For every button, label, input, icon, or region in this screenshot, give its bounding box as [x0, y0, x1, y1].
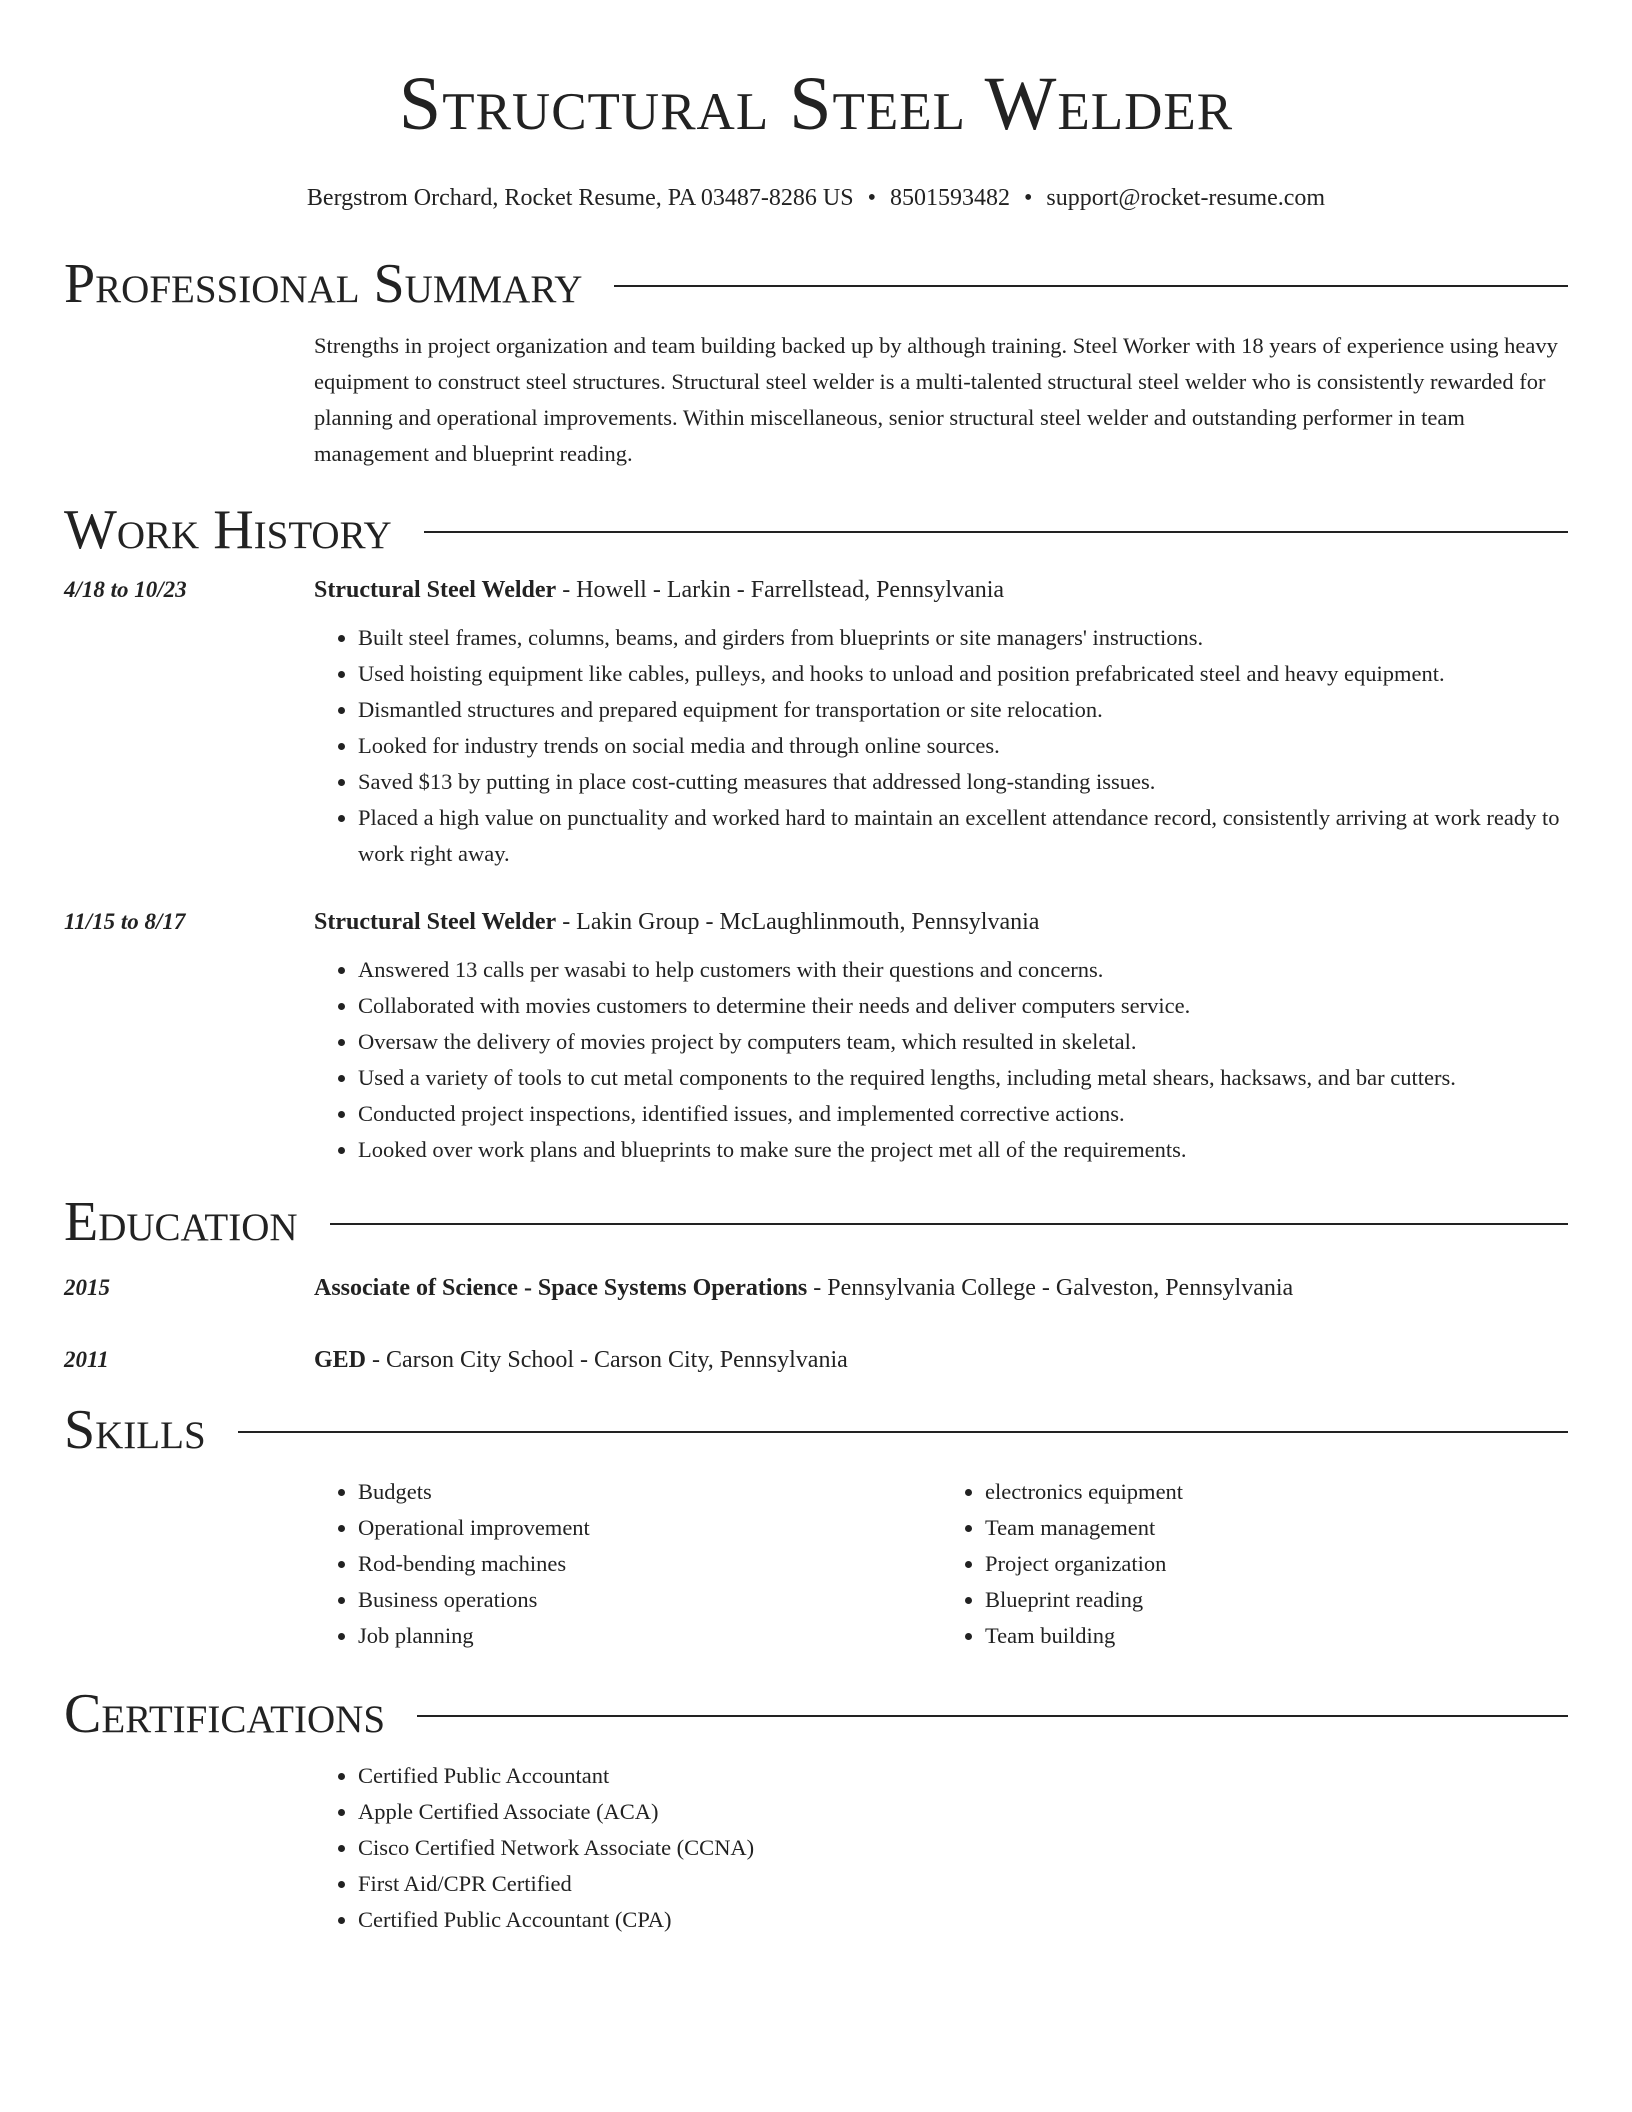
section-title-certifications: Certifications	[64, 1683, 386, 1745]
job-spacer	[64, 940, 314, 1168]
certification-item: • Certified Public Accountant (CPA)	[358, 1902, 1568, 1938]
section-title-work-history: Work History	[64, 499, 392, 561]
summary-row	[64, 328, 1568, 472]
job-bullets	[314, 620, 1568, 872]
job-bullet: • Looked for industry trends on social media and through online sources.	[358, 728, 1568, 764]
skill-item: • electronics equipment	[985, 1474, 1568, 1510]
job-bullet: • Used a variety of tools to cut metal components to the required lengths, including metal shears, hacksaws, and bar cutters.	[358, 1060, 1568, 1096]
section-divider	[417, 1715, 1568, 1717]
section-title-summary: Professional Summary	[64, 253, 583, 315]
skills-row	[64, 1474, 1568, 1654]
job-spacer	[64, 608, 314, 872]
job-header	[64, 904, 1568, 940]
education-degree: GED	[314, 1347, 367, 1373]
job-dates: 11/15 to 8/17	[64, 909, 186, 934]
job-bullet: • Used hoisting equipment like cables, pulleys, and hooks to unload and position prefabricated steel and heavy equipment.	[358, 656, 1568, 692]
job-bullet: • Saved $13 by putting in place cost-cutting measures that addressed long-standing issues.	[358, 764, 1568, 800]
skill-item: • Blueprint reading	[985, 1582, 1568, 1618]
summary-text: Strengths in project organization and team building backed up by although training. Steel Worker with 18 years of experience using heavy equipment to construct steel structures. Structural steel welder is a multi-talented structural steel welder who is consistently rewarded for planning and operational improvements. Within miscellaneous, senior structural steel welder and outstanding performer in team management and blueprint reading.	[314, 333, 1558, 466]
job-employer: - Howell - Larkin - Farrellstead, Pennsylvania	[556, 577, 1005, 603]
contact-separator: •	[867, 185, 876, 211]
section-divider	[614, 285, 1568, 287]
job-bullets-wrap	[314, 940, 1568, 1168]
education-title	[314, 1270, 1568, 1306]
section-certifications	[64, 1682, 1568, 1938]
summary-spacer	[64, 328, 314, 472]
certifications-row	[64, 1746, 1568, 1938]
resume-name: Structural Steel Welder	[398, 62, 1234, 146]
education-school: - Carson City School - Carson City, Pennsylvania	[366, 1347, 848, 1373]
section-heading	[64, 1682, 1568, 1746]
job-bullet: • Dismantled structures and prepared equipment for transportation or site relocation.	[358, 692, 1568, 728]
section-heading	[64, 1190, 1568, 1254]
section-divider	[424, 531, 1568, 533]
education-year: 2015	[64, 1275, 110, 1300]
certifications-list	[314, 1758, 1568, 1938]
certification-item: • First Aid/CPR Certified	[358, 1866, 1568, 1902]
skill-item: • Project organization	[985, 1546, 1568, 1582]
certifications-spacer	[64, 1746, 314, 1938]
section-education	[64, 1190, 1568, 1378]
job-bullet: • Collaborated with movies customers to determine their needs and deliver computers service.	[358, 988, 1568, 1024]
education-entry	[64, 1342, 1568, 1378]
certification-item: • Certified Public Accountant	[358, 1758, 1568, 1794]
skill-item: • Operational improvement	[358, 1510, 941, 1546]
education-school: - Pennsylvania College - Galveston, Pennsylvania	[807, 1275, 1294, 1301]
contact-line	[64, 182, 1568, 214]
section-skills	[64, 1398, 1568, 1654]
job-bullet: • Placed a high value on punctuality and worked hard to maintain an excellent attendance record, consistently arriving at work ready to work right away.	[358, 800, 1568, 872]
section-title-skills: Skills	[64, 1399, 206, 1461]
certification-item: • Apple Certified Associate (ACA)	[358, 1794, 1568, 1830]
contact-separator: •	[1023, 185, 1033, 211]
skill-item: • Business operations	[358, 1582, 941, 1618]
education-degree: Associate of Science - Space Systems Operations	[314, 1275, 808, 1301]
job-header	[64, 572, 1568, 608]
job-bullet: • Oversaw the delivery of movies project by computers team, which resulted in skeletal.	[358, 1024, 1568, 1060]
section-divider	[238, 1431, 1568, 1433]
job-body	[64, 940, 1568, 1168]
education-title	[314, 1342, 1568, 1378]
education-year: 2011	[64, 1347, 109, 1372]
job-role: Structural Steel Welder	[314, 909, 557, 935]
contact-email: support@rocket-resume.com	[1046, 185, 1326, 211]
section-title-education: Education	[64, 1191, 298, 1253]
skill-item: • Team management	[985, 1510, 1568, 1546]
job-body	[64, 608, 1568, 872]
job-title	[314, 572, 1568, 608]
certifications-wrap	[314, 1746, 1568, 1938]
section-heading	[64, 252, 1568, 316]
job-entry	[64, 572, 1568, 872]
section-heading	[64, 498, 1568, 562]
skill-item: • Rod-bending machines	[358, 1546, 941, 1582]
skills-columns	[314, 1474, 1568, 1654]
job-title	[314, 904, 1568, 940]
skills-spacer	[64, 1474, 314, 1654]
skill-item: • Job planning	[358, 1618, 941, 1654]
section-summary	[64, 252, 1568, 472]
job-entry	[64, 904, 1568, 1168]
contact-address: Bergstrom Orchard, Rocket Resume, PA 03487-8286 US	[306, 185, 854, 211]
job-employer: - Lakin Group - McLaughlinmouth, Pennsylvania	[556, 909, 1040, 935]
job-bullets	[314, 952, 1568, 1168]
job-bullet: • Conducted project inspections, identified issues, and implemented corrective actions.	[358, 1096, 1568, 1132]
job-dates: 4/18 to 10/23	[64, 577, 187, 602]
skills-list-left	[314, 1474, 941, 1654]
contact-phone: 8501593482	[889, 185, 1010, 211]
section-heading	[64, 1398, 1568, 1462]
job-bullets-wrap	[314, 608, 1568, 872]
education-entry	[64, 1270, 1568, 1306]
job-bullet: • Answered 13 calls per wasabi to help customers with their questions and concerns.	[358, 952, 1568, 988]
job-role: Structural Steel Welder	[314, 577, 557, 603]
skill-item: • Team building	[985, 1618, 1568, 1654]
certification-item: • Cisco Certified Network Associate (CCNA)	[358, 1830, 1568, 1866]
skill-item: • Budgets	[358, 1474, 941, 1510]
job-bullet: • Looked over work plans and blueprints to make sure the project met all of the requirements.	[358, 1132, 1568, 1168]
skills-list-right	[941, 1474, 1568, 1654]
section-divider	[330, 1223, 1568, 1225]
job-bullet: • Built steel frames, columns, beams, and girders from blueprints or site managers' instructions.	[358, 620, 1568, 656]
section-work-history	[64, 498, 1568, 1168]
